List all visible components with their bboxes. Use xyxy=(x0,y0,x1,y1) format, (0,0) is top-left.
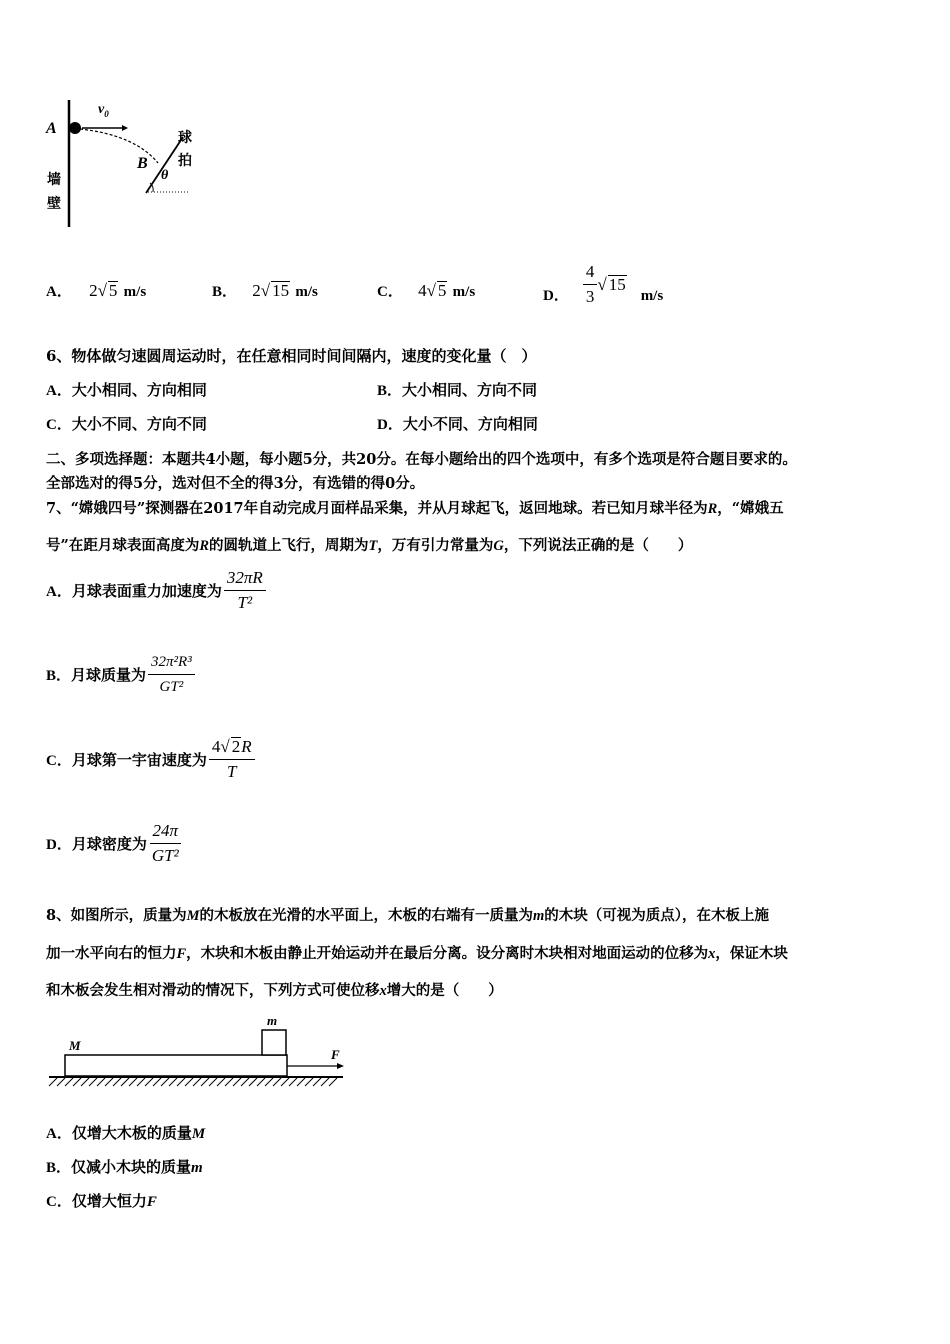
q8-option-a[interactable] xyxy=(46,1122,205,1143)
option-text: 大小不同、方向相同 xyxy=(402,415,538,433)
option-label: A． xyxy=(46,284,72,300)
q7-stem-line2: 号”在距月球表面高度为R的圆轨道上飞行，周期为T，万有引力常量为G，下列说法正确的是（ ） xyxy=(46,537,693,554)
option-text: 仅减小木块的质量 xyxy=(71,1158,192,1176)
option-text: 大小相同、方向相同 xyxy=(71,381,207,399)
numerator: 32πR xyxy=(224,568,266,591)
q5-option-a[interactable]: A． 2√ 5 m/s xyxy=(46,281,147,300)
q7-option-a[interactable] xyxy=(46,568,266,613)
q5-option-d[interactable]: D． $\frac{4}{3}$ √ 15 m/s xyxy=(543,262,664,306)
q8-stem-line1: 8、如图所示，质量为M的木板放在光滑的水平面上，木板的右端有一质量为m的木块（可视为质点），在木板上施 xyxy=(46,907,770,924)
option-label: D． xyxy=(377,417,403,433)
fraction xyxy=(148,652,195,697)
option-label: B． xyxy=(212,284,238,300)
v0-label: $v_0$ xyxy=(98,102,109,119)
denominator: T² xyxy=(237,593,253,612)
q7-option-c[interactable] xyxy=(46,737,255,782)
denominator: 3 xyxy=(585,287,595,306)
option-label: C． xyxy=(46,1194,72,1210)
q6-option-d[interactable] xyxy=(377,413,538,434)
point-a-label: A xyxy=(46,120,57,137)
q5-option-c[interactable]: C． 4√ 5 m/s xyxy=(377,281,476,300)
option-label: A． xyxy=(46,1126,72,1142)
variable: R xyxy=(241,737,252,756)
numerator: 4 xyxy=(583,262,598,285)
q5-option-b[interactable]: B． 2√ 15 m/s xyxy=(212,281,318,300)
coefficient: 2 xyxy=(252,281,261,300)
unit: m/s xyxy=(452,284,476,300)
option-text: 月球第一宇宙速度为 xyxy=(71,751,207,769)
option-text: 大小不同、方向不同 xyxy=(71,415,207,433)
q6-option-b[interactable] xyxy=(377,379,537,400)
q6-option-a[interactable] xyxy=(46,379,207,400)
unit: m/s xyxy=(295,284,318,300)
coefficient: 2 xyxy=(89,281,98,300)
q8-stem-line3: 和木板会发生相对滑动的情况下，下列方式可使位移x增大的是（ ） xyxy=(46,982,503,999)
option-label: A． xyxy=(46,383,72,399)
option-var: m xyxy=(191,1160,203,1176)
denominator: GT² xyxy=(151,846,179,865)
option-label: C． xyxy=(46,753,72,769)
option-label: C． xyxy=(46,417,72,433)
radicand: 5 xyxy=(108,281,118,300)
projectile-figure xyxy=(40,95,210,235)
coefficient: 4 xyxy=(211,737,221,756)
wall-label-top: 墙 xyxy=(47,172,61,188)
coefficient: 4 xyxy=(418,281,427,300)
numerator: 32π²R³ xyxy=(148,652,195,675)
racket-label-bottom: 拍 xyxy=(178,153,192,169)
option-var: M xyxy=(191,1126,206,1142)
q8-stem-line2: 加一水平向右的恒力F，木块和木板由静止开始运动并在最后分离。设分离时木块相对地面运动的位移为x，保证木块 xyxy=(46,945,788,962)
radicand: 15 xyxy=(272,281,290,300)
fraction xyxy=(149,821,182,866)
force-label: F xyxy=(331,1047,340,1062)
theta-label: θ xyxy=(161,168,169,183)
unit: m/s xyxy=(640,288,664,304)
option-label: B． xyxy=(46,1160,72,1176)
board-label: M xyxy=(69,1038,81,1053)
option-text: 月球表面重力加速度为 xyxy=(71,582,222,600)
fraction: $\frac{4√ 2R}{T}$ xyxy=(209,737,255,782)
fraction xyxy=(583,262,598,307)
radicand: 2 xyxy=(231,737,241,756)
q6-option-c[interactable] xyxy=(46,413,207,434)
block-label: m xyxy=(267,1013,278,1028)
wall-label-bottom: 壁 xyxy=(47,196,61,212)
unit: m/s xyxy=(123,284,147,300)
board-block-figure xyxy=(45,1010,355,1090)
option-text: 月球密度为 xyxy=(71,835,147,853)
radicand: 5 xyxy=(437,281,447,300)
option-label: D． xyxy=(46,837,72,853)
option-text: 月球质量为 xyxy=(71,666,147,684)
option-text: 大小相同、方向不同 xyxy=(402,381,538,399)
radicand: 15 xyxy=(608,275,626,294)
option-text: 仅增大恒力 xyxy=(71,1192,147,1210)
option-label: B． xyxy=(377,383,403,399)
denominator: GT² xyxy=(159,679,184,695)
denominator: T xyxy=(226,762,237,781)
option-var: F xyxy=(146,1194,157,1210)
fraction xyxy=(224,568,266,613)
q7-option-d[interactable] xyxy=(46,821,182,866)
option-label: D． xyxy=(543,288,569,304)
numerator: 24π xyxy=(150,821,182,844)
q7-option-b[interactable] xyxy=(46,652,195,697)
option-label: B． xyxy=(46,668,72,684)
option-text: 仅增大木板的质量 xyxy=(71,1124,192,1142)
option-label: A． xyxy=(46,584,72,600)
section2-line2: 全部选对的得5分，选对但不全的得3分，有选错的得0分。 xyxy=(46,475,425,492)
point-b-label: B xyxy=(137,155,148,172)
board-block-diagram xyxy=(45,1010,355,1090)
q8-option-c[interactable] xyxy=(46,1190,157,1211)
q8-option-b[interactable] xyxy=(46,1156,203,1177)
option-label: C． xyxy=(377,284,403,300)
racket-label-top: 球 xyxy=(178,130,192,146)
q6-stem: 6、物体做匀速圆周运动时，在任意相同时间间隔内，速度的变化量（ ） xyxy=(46,347,537,365)
q7-stem-line1: 7、“嫦娥四号”探测器在2017年自动完成月面样品采集，并从月球起飞，返回地球。若已知月球半径为R，“嫦娥五 xyxy=(46,500,784,517)
section2-line1: 二、多项选择题：本题共4小题，每小题5分，共20分。在每小题给出的四个选项中，有多个选项是符合题目要求的。 xyxy=(46,451,797,468)
